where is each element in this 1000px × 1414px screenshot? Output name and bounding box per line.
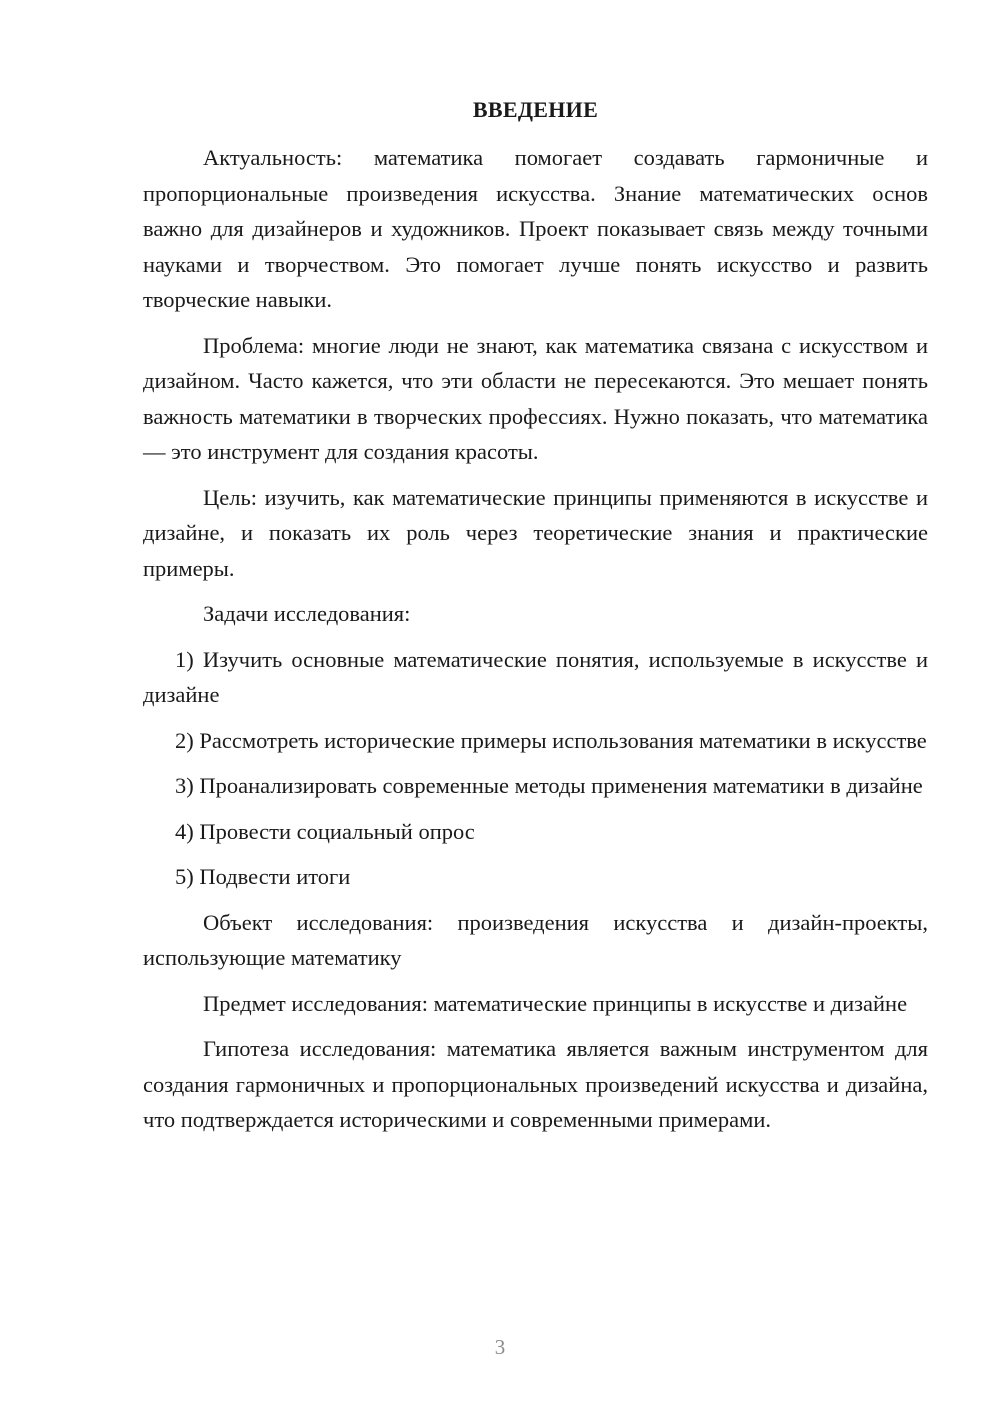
document-page [143,92,928,1148]
task-item-1: 1) Изучить основные математические понятия, используемые в искусстве и дизайне [143,646,928,707]
task-item-4: 4) Провести социальный опрос [175,818,475,844]
problem-paragraph: Проблема: многие люди не знают, как математика связана с искусством и дизайном. Часто кажется, что эти области не пересекаются. Это мешает понять важность математики в творческих профессиях. Нужно показать, что математика — это инструмент для создания красоты. [143,332,928,464]
page-number: 3 [494,1335,506,1359]
page-title: ВВЕДЕНИЕ [472,97,599,122]
hypothesis-paragraph: Гипотеза исследования: математика является важным инструментом для создания гармоничных и пропорциональных произведений искусства и дизайна, что подтверждается историческими и современными примерами. [143,1036,928,1132]
object-paragraph: Объект исследования: произведения искусства и дизайн-проекты, использующие математику [143,909,928,970]
relevance-paragraph: Актуальность: математика помогает создавать гармоничные и пропорциональные произведения искусства. Знание математических основ важно для дизайнеров и художников. Проект показывает связь между точными науками и творчеством. Это помогает лучше понять искусство и развить творческие навыки. [143,145,928,312]
tasks-heading: Задачи исследования: [203,601,411,626]
task-item-5: 5) Подвести итоги [175,864,351,889]
task-item-3: 3) Проанализировать современные методы применения математики в дизайне [175,773,923,798]
goal-paragraph: Цель: изучить, как математические принципы применяются в искусстве и дизайне, и показать их роль через теоретические знания и практические примеры. [143,484,928,581]
subject-paragraph: Предмет исследования: математические принципы в искусстве и дизайне [203,990,908,1016]
task-item-2: 2) Рассмотреть исторические примеры использования математики в искусстве [175,727,927,753]
